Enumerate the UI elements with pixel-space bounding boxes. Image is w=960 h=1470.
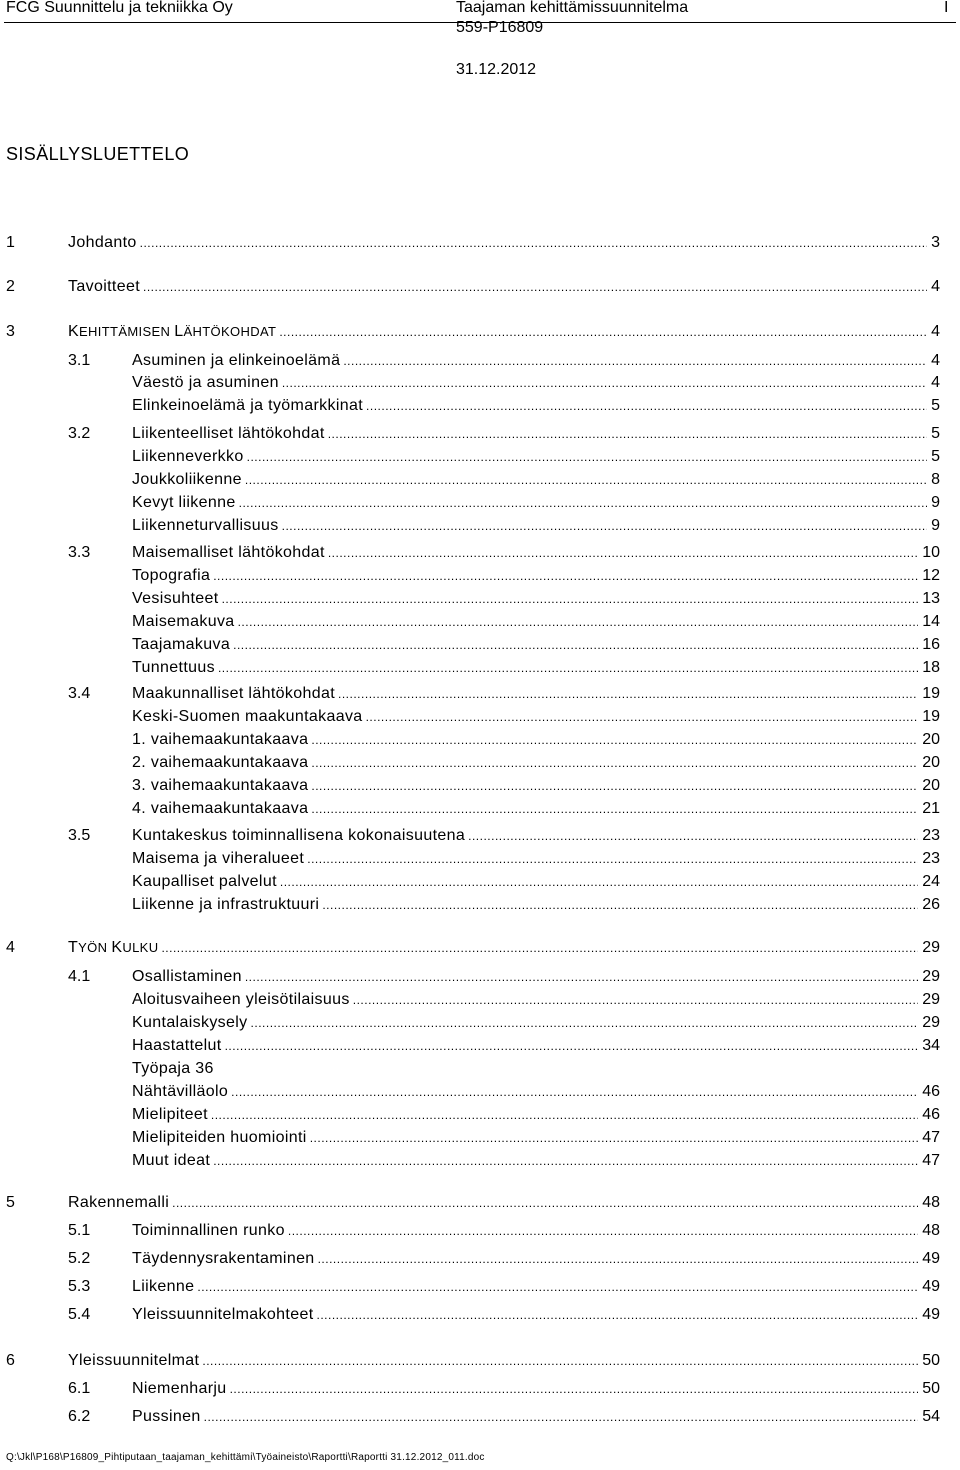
toc-entry-number: 6 <box>6 1352 15 1369</box>
toc-page-number: 10 <box>922 544 940 561</box>
toc-page-number: 9 <box>931 517 940 534</box>
toc-dot-leader <box>202 1350 918 1372</box>
toc-dot-leader <box>245 469 927 491</box>
toc-dot-leader <box>282 515 927 537</box>
toc-entry-number: 5.3 <box>68 1278 91 1295</box>
toc-entry-number: 3.3 <box>68 544 91 561</box>
toc-entry-body <box>68 1350 940 1372</box>
toc-page-number: 48 <box>922 1194 940 1211</box>
toc-entry-label: KEHITTÄMISEN LÄHTÖKOHDAT <box>68 321 279 343</box>
toc-entry-body <box>132 966 940 988</box>
toc-dot-leader <box>317 1304 919 1326</box>
toc-dot-leader <box>247 446 927 468</box>
toc-entry-number: 3.2 <box>68 425 91 442</box>
toc-dot-leader <box>468 825 918 847</box>
toc-page-number: 49 <box>922 1278 940 1295</box>
toc-entry-body <box>132 706 940 728</box>
toc-page-number: 8 <box>931 471 940 488</box>
toc-entry-number: 4 <box>6 939 15 956</box>
file-path-footer: Q:\Jkl\P168\P16809_Pihtiputaan_taajaman_kehittämi\Työaineisto\Raportti\Raportti 31.12.2012_011.doc <box>6 1452 485 1463</box>
toc-page-number: 20 <box>922 754 940 771</box>
toc-entry-number: 5.1 <box>68 1222 91 1239</box>
toc-entry-label: Muut ideat <box>132 1150 213 1172</box>
toc-page-number: 29 <box>922 991 940 1008</box>
toc-entry-body <box>132 611 940 633</box>
toc-page-number: 50 <box>922 1380 940 1397</box>
toc-entry[interactable] <box>0 232 960 254</box>
toc-entry-body <box>132 798 940 820</box>
toc-entry-number: 5.4 <box>68 1306 91 1323</box>
toc-dot-leader <box>322 894 918 916</box>
toc-entry-label: Liikenneturvallisuus <box>132 515 282 537</box>
toc-page-number: 4 <box>931 374 940 391</box>
toc-entry-body <box>132 752 940 774</box>
toc-entry-body <box>68 232 940 254</box>
toc-entry-label: Liikenneverkko <box>132 446 247 468</box>
toc-entry-label: Kevyt liikenne <box>132 492 239 514</box>
toc-dot-leader <box>288 1220 918 1242</box>
toc-page-number: 34 <box>922 1037 940 1054</box>
toc-entry-body <box>132 657 940 679</box>
toc-entry[interactable] <box>0 937 960 959</box>
toc-entry-body <box>132 1276 940 1298</box>
toc-entry[interactable] <box>0 492 960 514</box>
toc-dot-leader <box>140 232 927 254</box>
toc-dot-leader <box>328 542 918 564</box>
toc-dot-leader <box>238 611 919 633</box>
toc-entry[interactable] <box>0 1104 960 1126</box>
toc-entry[interactable] <box>0 1192 960 1214</box>
toc-entry-body <box>132 395 940 417</box>
document-date: 31.12.2012 <box>456 61 537 78</box>
toc-page-number: 47 <box>922 1129 940 1146</box>
toc-page-number: 29 <box>922 939 940 956</box>
toc-page-number: 13 <box>922 590 940 607</box>
toc-page-number: 5 <box>931 425 940 442</box>
toc-entry-body <box>132 848 940 870</box>
toc-entry-label: Aloitusvaiheen yleisötilaisuus <box>132 989 353 1011</box>
toc-page-number: 19 <box>922 685 940 702</box>
toc-page-number: 21 <box>922 800 940 817</box>
toc-entry[interactable] <box>0 1304 960 1326</box>
toc-entry[interactable] <box>0 1035 960 1057</box>
toc-entry-body <box>132 1248 940 1270</box>
toc-entry-body <box>132 492 940 514</box>
toc-page-number: 16 <box>922 636 940 653</box>
toc-dot-leader <box>213 1150 918 1172</box>
toc-entry[interactable] <box>0 894 960 916</box>
toc-entry-body <box>132 894 940 916</box>
toc-dot-leader <box>211 1104 918 1126</box>
toc-dot-leader <box>230 1378 919 1400</box>
toc-page-number: 46 <box>922 1106 940 1123</box>
toc-dot-leader <box>366 706 919 728</box>
toc-dot-leader <box>282 372 927 394</box>
toc-entry-body <box>132 683 940 705</box>
toc-entry[interactable] <box>0 752 960 774</box>
toc-page-number: 20 <box>922 731 940 748</box>
toc-entry-number: 6.1 <box>68 1380 91 1397</box>
toc-entry-label: Vesisuhteet <box>132 588 222 610</box>
toc-entry[interactable] <box>0 350 960 372</box>
toc-entry-body <box>132 350 940 372</box>
toc-entry-body <box>132 1127 940 1149</box>
toc-entry-label: Liikenne ja infrastruktuuri <box>132 894 322 916</box>
toc-entry-body <box>132 588 940 610</box>
toc-entry-number: 6.2 <box>68 1408 91 1425</box>
toc-page-number: 18 <box>922 659 940 676</box>
toc-entry[interactable] <box>0 276 960 298</box>
toc-entry[interactable] <box>0 657 960 679</box>
toc-entry[interactable] <box>0 825 960 847</box>
toc-entry[interactable] <box>0 469 960 491</box>
document-title: Taajaman kehittämissuunnitelma <box>456 0 689 16</box>
toc-entry[interactable] <box>0 1081 960 1103</box>
toc-entry[interactable] <box>0 565 960 587</box>
toc-entry-label: 4. vaihemaakuntakaava <box>132 798 311 820</box>
toc-entry-label: 3. vaihemaakuntakaava <box>132 775 311 797</box>
toc-entry-label: Maakunnalliset lähtökohdat <box>132 683 338 705</box>
toc-entry-label: Niemenharju <box>132 1378 230 1400</box>
toc-page-number: 26 <box>922 896 940 913</box>
toc-entry[interactable] <box>0 1406 960 1428</box>
toc-entry-body <box>132 775 940 797</box>
toc-entry-body <box>132 1406 940 1428</box>
toc-dot-leader <box>225 1035 919 1057</box>
toc-entry-body <box>132 871 940 893</box>
toc-dot-leader <box>311 775 918 797</box>
toc-page-number: 49 <box>922 1250 940 1267</box>
toc-entry-label: Taajamakuva <box>132 634 233 656</box>
toc-page-number: 46 <box>922 1083 940 1100</box>
toc-entry[interactable] <box>0 611 960 633</box>
toc-entry-label: Työpaja 36 <box>132 1058 217 1080</box>
toc-page-number: 54 <box>922 1408 940 1425</box>
toc-page-number: 23 <box>922 827 940 844</box>
toc-entry-number: 1 <box>6 234 15 251</box>
toc-entry-label: Mielipiteet <box>132 1104 211 1126</box>
toc-title: SISÄLLYSLUETTELO <box>6 144 190 164</box>
toc-dot-leader <box>233 634 918 656</box>
toc-entry-body <box>132 1104 940 1126</box>
toc-entry[interactable] <box>0 798 960 820</box>
toc-entry-body <box>132 989 940 1011</box>
toc-page-number: 5 <box>931 397 940 414</box>
toc-entry-label: Topografia <box>132 565 213 587</box>
toc-dot-leader <box>218 657 918 679</box>
toc-entry-label: Rakennemalli <box>68 1192 172 1214</box>
toc-entry[interactable] <box>0 1276 960 1298</box>
toc-entry-label: Maisema ja viheralueet <box>132 848 307 870</box>
toc-entry-body <box>132 1081 940 1103</box>
toc-entry[interactable] <box>0 848 960 870</box>
toc-entry-number: 2 <box>6 278 15 295</box>
toc-dot-leader <box>197 1276 918 1298</box>
toc-page-number: 19 <box>922 708 940 725</box>
toc-dot-leader <box>310 1127 918 1149</box>
toc-dot-leader <box>222 588 919 610</box>
toc-entry[interactable] <box>0 446 960 468</box>
toc-dot-leader <box>231 1081 918 1103</box>
toc-entry-body <box>132 825 940 847</box>
toc-dot-leader <box>338 683 918 705</box>
toc-entry-label: Mielipiteiden huomiointi <box>132 1127 310 1149</box>
toc-page-number: 9 <box>931 494 940 511</box>
toc-entry-label: Tunnettuus <box>132 657 218 679</box>
toc-entry[interactable] <box>0 515 960 537</box>
toc-page-number: 29 <box>922 968 940 985</box>
toc-dot-leader <box>279 321 927 343</box>
toc-entry-body <box>68 276 940 298</box>
toc-entry-body <box>132 634 940 656</box>
toc-dot-leader <box>311 729 918 751</box>
toc-page-number: 23 <box>922 850 940 867</box>
toc-entry[interactable] <box>0 395 960 417</box>
toc-page-number: 49 <box>922 1306 940 1323</box>
toc-entry-body <box>132 372 940 394</box>
toc-entry[interactable] <box>0 966 960 988</box>
toc-dot-leader <box>161 937 918 959</box>
toc-dot-leader <box>239 492 927 514</box>
toc-entry[interactable] <box>0 871 960 893</box>
toc-entry-body <box>132 1304 940 1326</box>
toc-entry[interactable] <box>0 634 960 656</box>
toc-entry[interactable] <box>0 729 960 751</box>
toc-entry-number: 3.1 <box>68 352 91 369</box>
toc-entry-body <box>132 565 940 587</box>
toc-entry-label: Yleissuunnitelmat <box>68 1350 202 1372</box>
toc-entry[interactable] <box>0 989 960 1011</box>
toc-entry-label: Johdanto <box>68 232 140 254</box>
toc-entry-label: Joukkoliikenne <box>132 469 245 491</box>
toc-entry-body <box>68 1192 940 1214</box>
page-number-roman: I <box>944 0 949 16</box>
toc-entry[interactable] <box>0 775 960 797</box>
toc-dot-leader <box>251 1012 919 1034</box>
toc-entry-label: Liikenne <box>132 1276 197 1298</box>
toc-entry-body <box>68 321 940 343</box>
company-name: FCG Suunnittelu ja tekniikka Oy <box>6 0 233 16</box>
toc-page-number: 12 <box>922 567 940 584</box>
toc-dot-leader <box>343 350 927 372</box>
toc-entry-number: 3 <box>6 323 15 340</box>
toc-entry-number: 5 <box>6 1194 15 1211</box>
toc-entry[interactable] <box>0 706 960 728</box>
toc-page-number: 48 <box>922 1222 940 1239</box>
toc-entry-body <box>132 1378 940 1400</box>
toc-page-number: 14 <box>922 613 940 630</box>
toc-entry-body <box>132 1058 940 1080</box>
toc-dot-leader <box>280 871 918 893</box>
toc-entry[interactable] <box>0 1150 960 1172</box>
toc-entry-label: 2. vaihemaakuntakaava <box>132 752 311 774</box>
toc-entry-label: Osallistaminen <box>132 966 245 988</box>
toc-entry[interactable] <box>0 372 960 394</box>
toc-entry[interactable] <box>0 1248 960 1270</box>
toc-entry[interactable] <box>0 1378 960 1400</box>
document-number: 559-P16809 <box>456 19 544 36</box>
toc-entry-label: Liikenteelliset lähtökohdat <box>132 423 328 445</box>
toc-entry[interactable] <box>0 321 960 343</box>
toc-dot-leader <box>353 989 918 1011</box>
toc-entry-number: 3.5 <box>68 827 91 844</box>
toc-entry-body <box>132 1220 940 1242</box>
toc-dot-leader <box>307 848 918 870</box>
toc-page-number: 5 <box>931 448 940 465</box>
toc-dot-leader <box>318 1248 919 1270</box>
toc-page-number: 29 <box>922 1014 940 1031</box>
toc-entry-label: Haastattelut <box>132 1035 225 1057</box>
toc-page-number: 50 <box>922 1352 940 1369</box>
toc-entry[interactable] <box>0 1058 960 1080</box>
toc-entry-label: Pussinen <box>132 1406 204 1428</box>
toc-entry-label: Yleissuunnitelmakohteet <box>132 1304 317 1326</box>
toc-entry[interactable] <box>0 542 960 564</box>
toc-entry-body <box>132 446 940 468</box>
toc-entry-body <box>132 423 940 445</box>
toc-entry[interactable] <box>0 423 960 445</box>
toc-entry-number: 4.1 <box>68 968 91 985</box>
toc-dot-leader <box>172 1192 918 1214</box>
toc-dot-leader <box>245 966 918 988</box>
toc-entry-label: 1. vaihemaakuntakaava <box>132 729 311 751</box>
toc-entry-label: Toiminnallinen runko <box>132 1220 288 1242</box>
toc-entry-label: Täydennysrakentaminen <box>132 1248 318 1270</box>
toc-dot-leader <box>366 395 927 417</box>
toc-entry-label: Maisemalliset lähtökohdat <box>132 542 328 564</box>
toc-page-number: 4 <box>931 323 940 340</box>
toc-entry[interactable] <box>0 588 960 610</box>
toc-entry-label: Nähtävilläolo <box>132 1081 231 1103</box>
toc-entry-label: Asuminen ja elinkeinoelämä <box>132 350 343 372</box>
toc-page-number: 4 <box>931 352 940 369</box>
toc-entry-body <box>132 1012 940 1034</box>
toc-page-number: 4 <box>931 278 940 295</box>
toc-entry-label: Maisemakuva <box>132 611 238 633</box>
toc-entry-body <box>132 729 940 751</box>
toc-entry-body <box>132 1035 940 1057</box>
toc-dot-leader <box>213 565 918 587</box>
toc-entry-body <box>132 542 940 564</box>
toc-entry-label: Kaupalliset palvelut <box>132 871 280 893</box>
toc-dot-leader <box>204 1406 919 1428</box>
toc-entry-label: Tavoitteet <box>68 276 143 298</box>
toc-entry[interactable] <box>0 1220 960 1242</box>
toc-entry-number: 3.4 <box>68 685 91 702</box>
toc-page-number: 3 <box>931 234 940 251</box>
toc-dot-leader <box>328 423 927 445</box>
toc-entry-label: Elinkeinoelämä ja työmarkkinat <box>132 395 366 417</box>
toc-entry-label: Kuntalaiskysely <box>132 1012 251 1034</box>
header-rule <box>4 22 956 23</box>
toc-entry-body <box>132 515 940 537</box>
toc-entry[interactable] <box>0 1012 960 1034</box>
toc-entry[interactable] <box>0 1350 960 1372</box>
toc-dot-leader <box>311 752 918 774</box>
toc-dot-leader <box>143 276 927 298</box>
toc-entry[interactable] <box>0 1127 960 1149</box>
toc-entry-body <box>68 937 940 959</box>
toc-dot-leader <box>311 798 918 820</box>
toc-page-number: 24 <box>922 873 940 890</box>
toc-entry-label: Keski-Suomen maakuntakaava <box>132 706 366 728</box>
toc-entry-body <box>132 469 940 491</box>
toc-entry-label: Kuntakeskus toiminnallisena kokonaisuutena <box>132 825 468 847</box>
toc-entry-number: 5.2 <box>68 1250 91 1267</box>
toc-entry-body <box>132 1150 940 1172</box>
toc-entry-label: Väestö ja asuminen <box>132 372 282 394</box>
toc-page-number: 47 <box>922 1152 940 1169</box>
toc-page-number: 20 <box>922 777 940 794</box>
toc-entry[interactable] <box>0 683 960 705</box>
toc-entry-label: TYÖN KULKU <box>68 937 161 959</box>
